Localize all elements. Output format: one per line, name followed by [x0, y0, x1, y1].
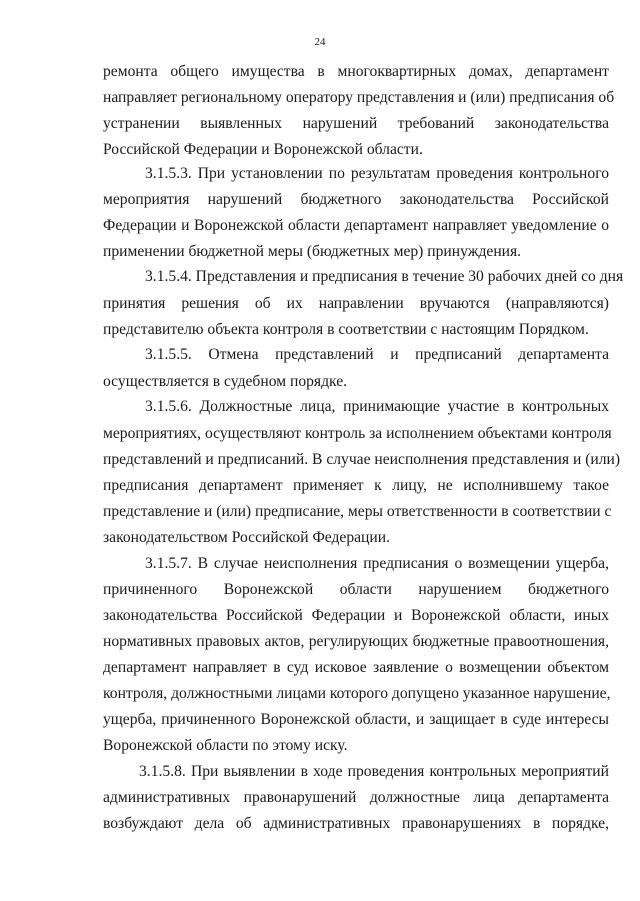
text-line: ремонта общего имущества в многоквартирных домах, департамент: [103, 63, 609, 80]
text-line: ущерба, причиненного Воронежской области, и защищает в суде интересы: [103, 711, 609, 728]
paragraph-start: 3.1.5.8. При выявлении в ходе проведения контрольных мероприятий: [139, 763, 609, 780]
text-line: нормативных правовых актов, регулирующих бюджетные правоотношения,: [103, 633, 609, 650]
text-line: принятия решения об их направлении вручаются (направляются): [103, 295, 609, 312]
text-line: представлений и предписаний. В случае неисполнения представления и (или): [103, 451, 621, 468]
text-line: применении бюджетной меры (бюджетных мер) принуждения.: [103, 243, 522, 260]
text-line: контроля, должностными лицами которого допущено указанное нарушение,: [103, 685, 611, 702]
text-line: мероприятиях, осуществляют контроль за исполнением объектами контроля: [103, 425, 612, 442]
text-line: направляет региональному оператору представления и (или) предписания об: [103, 89, 615, 106]
text-line: предписания департамент применяет к лицу, не исполнившему такое: [103, 477, 609, 494]
paragraph-start: 3.1.5.6. Должностные лица, принимающие участие в контрольных: [145, 398, 609, 415]
paragraph-start: 3.1.5.4. Представления и предписания в течение 30 рабочих дней со дня: [145, 268, 624, 285]
text-line: представление и (или) предписание, меры ответственности в соответствии с: [103, 503, 612, 520]
text-line: устранении выявленных нарушений требований законодательства: [103, 115, 609, 132]
page-number: 24: [314, 36, 326, 48]
text-line: возбуждают дела об административных правонарушениях в порядке,: [103, 815, 609, 832]
paragraph-start: 3.1.5.5. Отмена представлений и предписаний департамента: [145, 346, 609, 363]
text-line: представителю объекта контроля в соответствии с настоящим Порядком.: [103, 321, 589, 338]
text-line: административных правонарушений должностные лица департамента: [103, 789, 609, 806]
text-line: законодательства Российской Федерации и Воронежской области, иных: [103, 607, 609, 624]
text-line: законодательством Российской Федерации.: [103, 529, 390, 546]
text-line: Воронежской области по этому иску.: [103, 737, 348, 754]
text-line: департамент направляет в суд исковое заявление о возмещении объектом: [103, 659, 609, 676]
text-line: причиненного Воронежской области нарушением бюджетного: [103, 581, 609, 598]
paragraph-start: 3.1.5.3. При установлении по результатам проведения контрольного: [145, 165, 609, 182]
text-line: мероприятия нарушений бюджетного законодательства Российской: [103, 191, 609, 208]
paragraph-start: 3.1.5.7. В случае неисполнения предписания о возмещении ущерба,: [145, 555, 609, 572]
text-line: осуществляется в судебном порядке.: [103, 373, 348, 390]
text-line: Российской Федерации и Воронежской области.: [103, 141, 423, 158]
text-line: Федерации и Воронежской области департамент направляет уведомление о: [103, 217, 609, 234]
